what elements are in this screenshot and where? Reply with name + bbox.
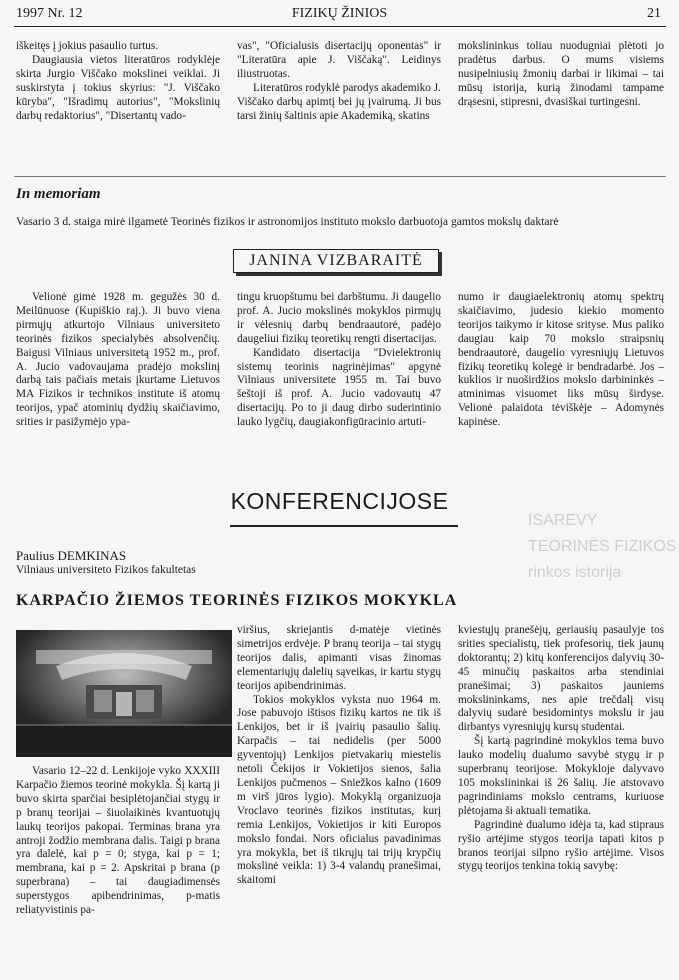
paragraph: Velionė gimė 1928 m. gegužės 30 d. Meilūnuose (Kupiškio raj.). Ji buvo viena pirmųjų atkurtojo Vilniaus universiteto teorinės fizikos specialybės absolvenčių. Baigusi Vilniaus universitetą 1952 m., prof. A. Jucio vadovaujama pradėjo mokslinį darbą tais pačiais metais įkurtame Lietuvos MA Fizikos ir technikos institute iš atomų teorijos, ypač atominių dydžių skaičiavimo, srities ir pasižymėjo ypa-	[16, 291, 220, 429]
memoriam-column-2	[237, 291, 441, 430]
memoriam-notice: Vasario 3 d. staiga mirė ilgametė Teorinės fizikos ir astronomijos instituto mokslo darbuotoja gamtos mokslų daktarė	[16, 215, 559, 228]
article-title: KARPAČIO ŽIEMOS TEORINĖS FIZIKOS MOKYKLA	[16, 592, 458, 609]
header-rule	[14, 26, 666, 27]
section-heading: KONFERENCIJOSE	[230, 488, 449, 514]
deceased-name-box: JANINA VIZBARAITĖ	[233, 249, 439, 273]
paragraph: Vasario 12–22 d. Lenkijoje vyko XXXIII Karpačio žiemos teorinė mokykla. Šį kartą ji buvo skirta sparčiai besiplėtojančiai stygų ir p branų teorijai – šiuolaikinės kvantuotųjų laukų teorijos pakopai. Terminas brana yra antroji žodžio membrana dalis. Taigi p brana yra dalelė, kai p = 0; styga, kai p = 1; membrana, kai p = 2. Apskritai p brana (p superbrana) – tai daugiadimensės superstygos apibendrinimas, p-matis reliatyvistinis pa-	[16, 765, 220, 917]
top-column-1	[16, 40, 220, 123]
paragraph: mokslininkus toliau nuodugniai plėtoti jo pradėtus darbus. O mums visiems nusipelniusių žmonių darbai ir likimai – tai mūsų istorija, kurią žinodami tampame drąsesni, stipresni, dvasiškai turtingesni.	[458, 40, 664, 108]
paragraph: iškeitęs į jokius pasaulio turtus.	[16, 40, 159, 52]
paragraph: Šį kartą pagrindinė mokyklos tema buvo lauko modelių dualumo savybė stygų ir p superbranų teorijose. Mokykloje dalyvavo 105 mokslininkai iš 26 šalių. Jie atstovavo pagrindiniams mokslo centrams, kuriuose plėtojama ši aktuali tematika.	[458, 735, 664, 817]
memoriam-column-3	[458, 291, 664, 430]
article-column-1	[16, 765, 220, 918]
top-column-2	[237, 40, 441, 123]
paragraph: kviestųjų pranešėjų, geriausių pasaulyje tos srities specialistų, tiek profesorių, tiek jaunų doktorantų; 2) kitų konferencijos dalyvių 30-45 minučių paskaitos arba stendiniai pranešimai; 3) paskaitos jauniems mokslininkams, nes apie trečdalį visų dalyvių sudarė besidomintys mokslu ir jau dirbantys vyresniųjų kursų studentai.	[458, 624, 664, 734]
article-column-2	[237, 624, 441, 888]
article-column-3	[458, 624, 664, 874]
article-author: Paulius DEMKINAS	[16, 548, 127, 563]
author-affiliation: Vilniaus universiteto Fizikos fakultetas	[16, 564, 196, 576]
paragraph: Kandidato disertacija "Dvielektronių sistemų teorinis nagrinėjimas" apgynė Vilniaus universitete 1955 m. Tai buvo šeštoji iš prof. A. Jucio vadovautų 47 disertacijų. Po to ji daug dirbo suderintinio lauko lygčių, daugiakonfigūracinio artuti-	[237, 346, 441, 429]
paragraph: Pagrindinė dualumo idėja ta, kad stipraus ryšio artėjime stygos teorija tapati kitos p branos teorijai silpno ryšio artėjime. Visos stygų teorijos tenkina tokią savybę:	[458, 818, 664, 873]
paragraph: Daugiausia vietos literatūros rodyklėje skirta Jurgio Viščako mokslinei veiklai. Ji suskirstyta į tokius skyrius: "J. Viščako kūryba", "Išradimų autorius", "Mokslinių darbų redaktorius", "Disertantų vado-	[16, 53, 220, 122]
top-column-3	[458, 40, 664, 110]
page-number: 21	[647, 6, 661, 21]
issue-label: 1997 Nr. 12	[16, 6, 83, 21]
paragraph: tingu kruopštumu bei darbštumu. Ji daugelio prof. A. Jucio mokslinės mokyklos pirmųjų ir vėlesnių darbų bendraautorė, padėjo daugeliui fizikų teoretikų rengti disertacijas.	[237, 291, 441, 345]
paragraph: numo ir daugiaelektronių atomų spektrų skaičiavimo, judesio kiekio momento teorijos taikymo ir kitose srityse. Mus paliko daugiau kaip 70 mokslo straipsnių bendraautorė, daugelio vyresniųjų Lietuvos fizikų teoretikų kolegė ir bendradarbė. Jos – kuklios ir nuoširdžios mokslo darbininkės – atminimas visuomet liks mūsų širdyse. Velionė palaidota tėviškėje – Adomynės kapinėse.	[458, 291, 664, 429]
memoriam-heading: In memoriam	[16, 186, 101, 202]
paragraph: vas", "Oficialusis disertacijų oponentas" ir "Literatūra apie J. Viščaką". Leidinys iliustruotas.	[237, 40, 441, 80]
bleed-through-text: ISAREVY TEORINĖS FIZIKOS rinkos istorija	[528, 512, 677, 581]
journal-title: FIZIKŲ ŽINIOS	[291, 6, 388, 21]
section-rule	[14, 176, 666, 177]
memoriam-column-1	[16, 291, 220, 430]
heading-underline	[230, 525, 458, 527]
paragraph: Tokios mokyklos vyksta nuo 1964 m. Jose pabuvojo ištisos fizikų kartos ne tik iš Lenkijos, bet ir iš įvairių pasaulio šalių. Karpačis – tai nedidelis (per 5000 gyventojų) Lenkijos pietvakarių miestelis netoli Čekijos ir Vokietijos sienos, šalia Lenkijos pučmenos – Sniežkos kalno (1609 m virš jūros lygio). Mokyklą organizuoja Vroclavo teorinės fizikos institutas, kurį remia Lenkijos, Vokietijos ir kiti Europos mokslo fondai. Nors oficialus pavadinimas yra mokykla, bet iš tikrųjų tai trijų krypčių mokslinė veikla: 1) 3-4 valandų pranešimai, skaitomi	[237, 693, 441, 887]
conference-photo	[16, 630, 232, 757]
paragraph: Literatūros rodyklė parodys akademiko J. Viščako darbų apimtį bei jų įvairumą. Ji bus tarsi žinių šaltinis apie Akademiką, skatins	[237, 81, 441, 122]
paragraph: viršius, skriejantis d-matėje vietinės simetrijos erdvėje. P branų teorija – tai stygų teorijos dalis, apimanti visas žinomas elementariųjų dalelių sąveikas, ir kartu stygų teorijos apibendrinimas.	[237, 624, 441, 692]
photo-image	[16, 630, 232, 757]
